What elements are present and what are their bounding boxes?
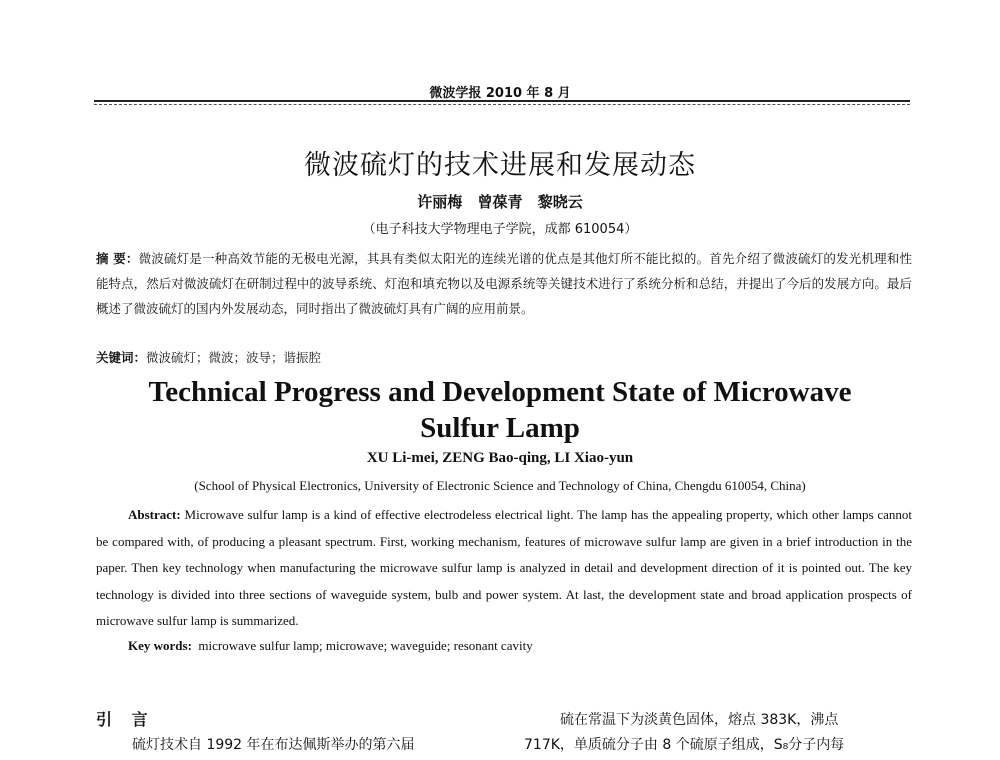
header-rule: [94, 100, 910, 102]
paper-title-cn: 微波硫灯的技术进展和发展动态: [304, 150, 696, 181]
keywords-en: [128, 638, 533, 654]
abstract-cn: [96, 246, 912, 321]
authors-cn: 许丽梅 曾葆青 黎晓云: [417, 193, 583, 211]
keywords-en-text: microwave sulfur lamp; microwave; waveguide; resonant cavity: [198, 638, 533, 653]
paper-title-en-line1: Technical Progress and Development State of Microwave: [148, 376, 852, 408]
paper-title-en-line2: Sulfur Lamp: [420, 412, 580, 444]
abstract-en-label: Abstract:: [128, 507, 181, 522]
body-left-column-line: 硫灯技术自 1992 年在布达佩斯举办的第六届: [132, 737, 415, 753]
authors-en: XU Li-mei, ZENG Bao-qing, LI Xiao-yun: [366, 450, 634, 466]
abstract-en-text: Microwave sulfur lamp is a kind of effective electrodeless electrical light. The lamp has the appealing property, which other lamps cannot be compared with, of producing a pleasant spectrum. First, working mechanism, features of microwave sulfur lamp are given in a brief introduction in the paper. Then key technology when manufacturing the microwave sulfur lamp is analyzed in detail and development direction of it is pointed out. The key technology is divided into three sections of waveguide system, bulb and power system. At last, the development state and broad application prospects of microwave sulfur lamp is summarized.: [96, 507, 912, 628]
abstract-en: [96, 502, 912, 635]
keywords-cn-label: 关键词：: [96, 350, 147, 365]
header-rule-secondary: [94, 104, 910, 105]
affiliation-cn: （电子科技大学物理电子学院，成都 610054）: [362, 222, 638, 237]
affiliation-en: (School of Physical Electronics, University of Electronic Science and Technology of China, Chengdu 610054, China): [194, 478, 806, 493]
body-right-column-line-2: 717K，单质硫分子由 8 个硫原子组成，S₈分子内每: [524, 737, 845, 753]
keywords-en-label: Key words:: [128, 638, 192, 653]
abstract-cn-label: 摘 要：: [96, 251, 139, 266]
section-heading-introduction: 引 言: [96, 710, 148, 729]
journal-header: 微波学报 2010 年 8 月: [429, 86, 571, 101]
paper-title-en: [0, 374, 1000, 446]
body-right-column-line-1: 硫在常温下为淡黄色固体，熔点 383K，沸点: [560, 712, 839, 728]
keywords-cn-text: 微波硫灯；微波；波导；谐振腔: [146, 350, 322, 365]
keywords-cn: [96, 348, 321, 366]
abstract-cn-text: 微波硫灯是一种高效节能的无极电光源，其具有类似太阳光的连续光谱的优点是其他灯所不能比拟的。首先介绍了微波硫灯的发光机理和性能特点，然后对微波硫灯在研制过程中的波导系统、灯泡和填充物以及电源系统等关键技术进行了系统分析和总结，并提出了今后的发展方向。最后概述了微波硫灯的国内外发展动态，同时指出了微波硫灯具有广阔的应用前景。: [96, 251, 912, 316]
